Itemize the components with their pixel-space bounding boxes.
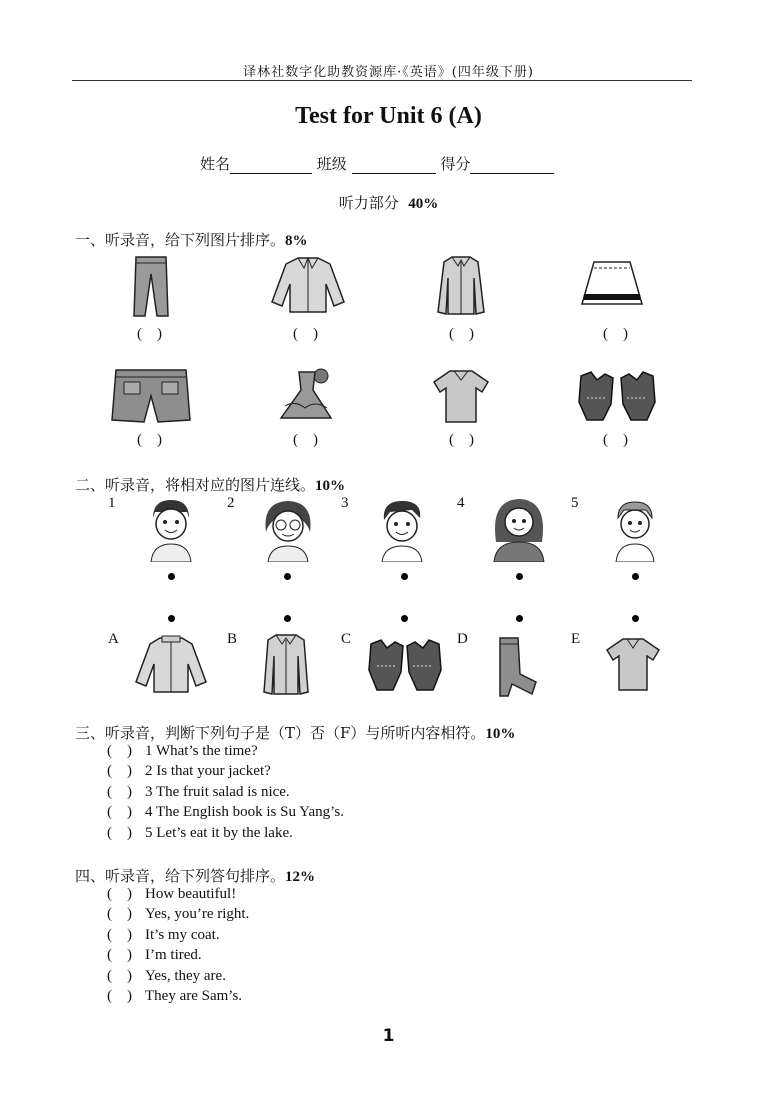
answer-blank[interactable]: ( ) [107, 743, 132, 759]
answer-blank[interactable]: ( ) [107, 906, 132, 922]
coat-picture-A [132, 634, 210, 696]
answer-blank[interactable]: ( ) [107, 804, 132, 820]
dress-picture [275, 366, 337, 426]
answer-blank[interactable]: ( ) [107, 784, 132, 800]
section3-item-5: ( ) 5 Let’s eat it by the lake. [107, 825, 293, 841]
person-number-2: 2 [227, 495, 235, 511]
shirt-picture [434, 254, 488, 318]
boy-portrait-5 [610, 498, 660, 562]
section1-blank-1[interactable]: ( ) [137, 326, 162, 342]
page-number: 1 [382, 1026, 395, 1046]
clothes-letter-B: B [227, 631, 238, 647]
person-dot-2[interactable] [284, 573, 291, 580]
section1-blank-7[interactable]: ( ) [449, 432, 474, 448]
page-title: Test for Unit 6 (A) [295, 103, 482, 129]
section3-item-3: ( ) 3 The fruit salad is nice. [107, 784, 290, 800]
section3-heading: 三、听录音，判断下列句子是（T）否（F）与所听内容相符。10% [75, 724, 516, 742]
person-number-5: 5 [571, 495, 579, 511]
boy-portrait-1 [145, 498, 197, 562]
person-dot-5[interactable] [632, 573, 639, 580]
section2-heading: 二、听录音，将相对应的图片连线。10% [75, 476, 346, 494]
score-label: 得分 [440, 155, 471, 173]
person-dot-4[interactable] [516, 573, 523, 580]
answer-blank[interactable]: ( ) [107, 927, 132, 943]
t-shirt-picture [432, 368, 490, 426]
section1-heading: 一、听录音，给下列图片排序。8% [75, 231, 308, 249]
name-blank[interactable] [230, 157, 312, 174]
clothes-dot-A[interactable] [168, 615, 175, 622]
clothes-dot-C[interactable] [401, 615, 408, 622]
section1-blank-8[interactable]: ( ) [603, 432, 628, 448]
answer-blank[interactable]: ( ) [107, 825, 132, 841]
woman-portrait-4 [490, 496, 548, 562]
section4-item-2: ( ) Yes, you’re right. [107, 906, 250, 922]
section4-item-3: ( ) It’s my coat. [107, 927, 220, 943]
section1-blank-4[interactable]: ( ) [603, 326, 628, 342]
clothes-letter-E: E [571, 631, 581, 647]
student-info [200, 153, 554, 174]
section4-item-6: ( ) They are Sam’s. [107, 988, 243, 1004]
t-shirt-picture-E [605, 636, 661, 694]
trousers-picture-D [494, 634, 542, 698]
section1-blank-6[interactable]: ( ) [293, 432, 318, 448]
gloves-picture-C [365, 636, 445, 694]
person-dot-3[interactable] [401, 573, 408, 580]
person-dot-1[interactable] [168, 573, 175, 580]
clothes-letter-D: D [457, 631, 468, 647]
section4-item-5: ( ) Yes, they are. [107, 968, 226, 984]
section3-item-4: ( ) 4 The English book is Su Yang’s. [107, 804, 344, 820]
clothes-letter-A: A [108, 631, 119, 647]
coat-picture [268, 254, 348, 316]
section1-blank-2[interactable]: ( ) [293, 326, 318, 342]
class-label: 班级 [316, 155, 347, 173]
skirt-picture [578, 256, 646, 312]
gloves-picture [575, 368, 659, 424]
girl-portrait-2 [260, 498, 316, 562]
answer-blank[interactable]: ( ) [107, 763, 132, 779]
person-number-1: 1 [108, 495, 116, 511]
answer-blank[interactable]: ( ) [107, 988, 132, 1004]
score-blank[interactable] [470, 157, 554, 174]
clothes-letter-C: C [341, 631, 352, 647]
person-number-4: 4 [457, 495, 465, 511]
section4-item-1: ( ) How beautiful! [107, 886, 237, 902]
class-blank[interactable] [352, 157, 436, 174]
answer-blank[interactable]: ( ) [107, 886, 132, 902]
boy-portrait-3 [376, 498, 428, 562]
section3-item-1: ( ) 1 What’s the time? [107, 743, 258, 759]
clothes-dot-B[interactable] [284, 615, 291, 622]
trousers-picture [128, 254, 174, 320]
section3-item-2: ( ) 2 Is that your jacket? [107, 763, 271, 779]
section1-blank-5[interactable]: ( ) [137, 432, 162, 448]
running-head: 译林社数字化助教资源库·《英语》(四年级下册) [243, 65, 534, 80]
shirt-picture-B [260, 632, 312, 698]
clothes-dot-E[interactable] [632, 615, 639, 622]
person-number-3: 3 [341, 495, 349, 511]
section1-blank-3[interactable]: ( ) [449, 326, 474, 342]
section4-heading: 四、听录音，给下列答句排序。12% [75, 867, 316, 885]
listening-part-heading: 听力部分 40% [338, 194, 439, 212]
shorts-picture [110, 366, 192, 426]
answer-blank[interactable]: ( ) [107, 968, 132, 984]
clothes-dot-D[interactable] [516, 615, 523, 622]
answer-blank[interactable]: ( ) [107, 947, 132, 963]
header-divider [72, 80, 692, 81]
name-label: 姓名 [200, 155, 231, 173]
section4-item-4: ( ) I’m tired. [107, 947, 202, 963]
